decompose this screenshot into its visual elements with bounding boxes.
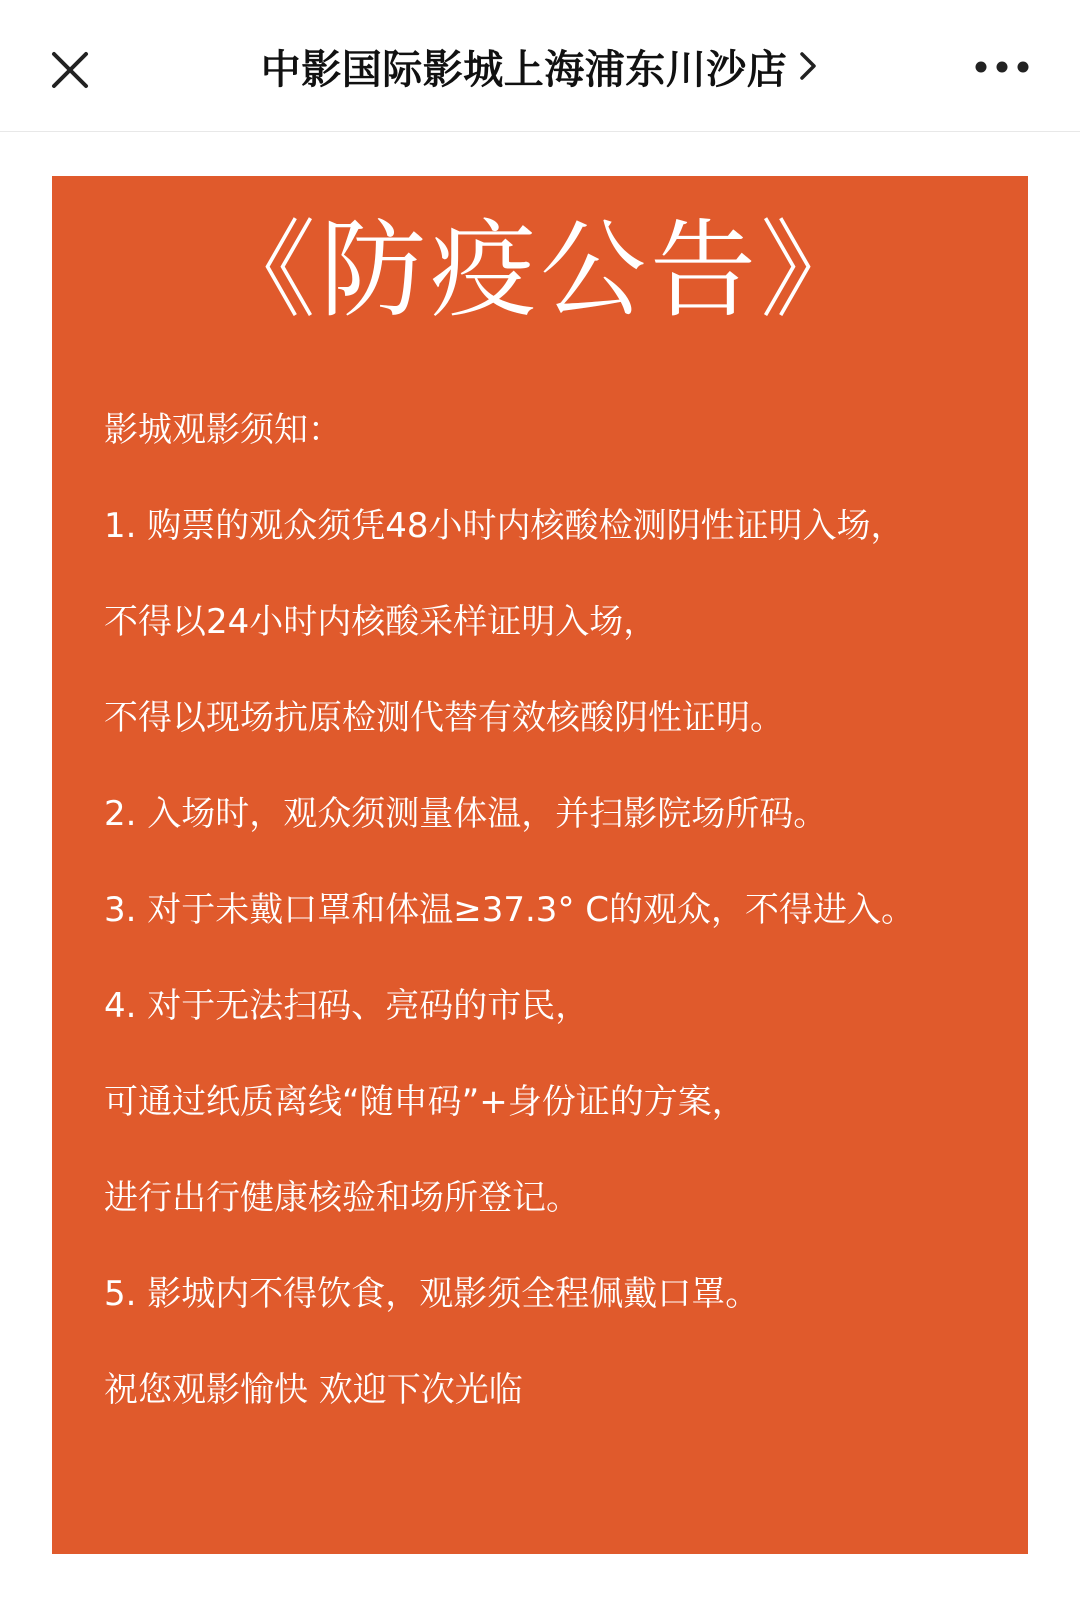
- notice-line-rule1: 1. 购票的观众须凭48小时内核酸检测阴性证明入场，: [104, 506, 905, 546]
- page-title: 中影国际影城上海浦东川沙店: [260, 46, 788, 93]
- notice-line-rule1-cont1: 不得以24小时内核酸采样证明入场，: [104, 602, 658, 642]
- notice-line-rule1-cont2: 不得以现场抗原检测代替有效核酸阴性证明。: [104, 698, 784, 738]
- notice-line-rule4: 4. 对于无法扫码、亮码的市民，: [104, 986, 590, 1026]
- notice-line-rule4-cont2: 进行出行健康核验和场所登记。: [104, 1178, 580, 1218]
- notice-line-rule4-cont1: 可通过纸质离线“随申码”+身份证的方案，: [104, 1082, 746, 1122]
- notice-line-rule2: 2. 入场时，观众须测量体温，并扫影院场所码。: [104, 794, 828, 834]
- chevron-right-icon: [797, 48, 819, 84]
- notice-image: [52, 176, 1028, 1554]
- notice-line-intro: 影城观影须知：: [104, 410, 342, 450]
- notice-line-closing: 祝您观影愉快 欢迎下次光临: [104, 1370, 523, 1410]
- more-options-button[interactable]: [972, 52, 1032, 82]
- nav-title-link[interactable]: [140, 0, 940, 132]
- close-icon: [44, 44, 96, 96]
- nav-bar: [0, 0, 1080, 132]
- notice-line-rule5: 5. 影城内不得饮食，观影须全程佩戴口罩。: [104, 1274, 760, 1314]
- notice-heading: 《防疫公告》: [210, 209, 870, 332]
- notice-line-rule3: 3. 对于未戴口罩和体温≥37.3° C的观众，不得进入。: [104, 890, 915, 930]
- close-button[interactable]: [44, 44, 96, 96]
- more-dots-icon: [972, 52, 1032, 82]
